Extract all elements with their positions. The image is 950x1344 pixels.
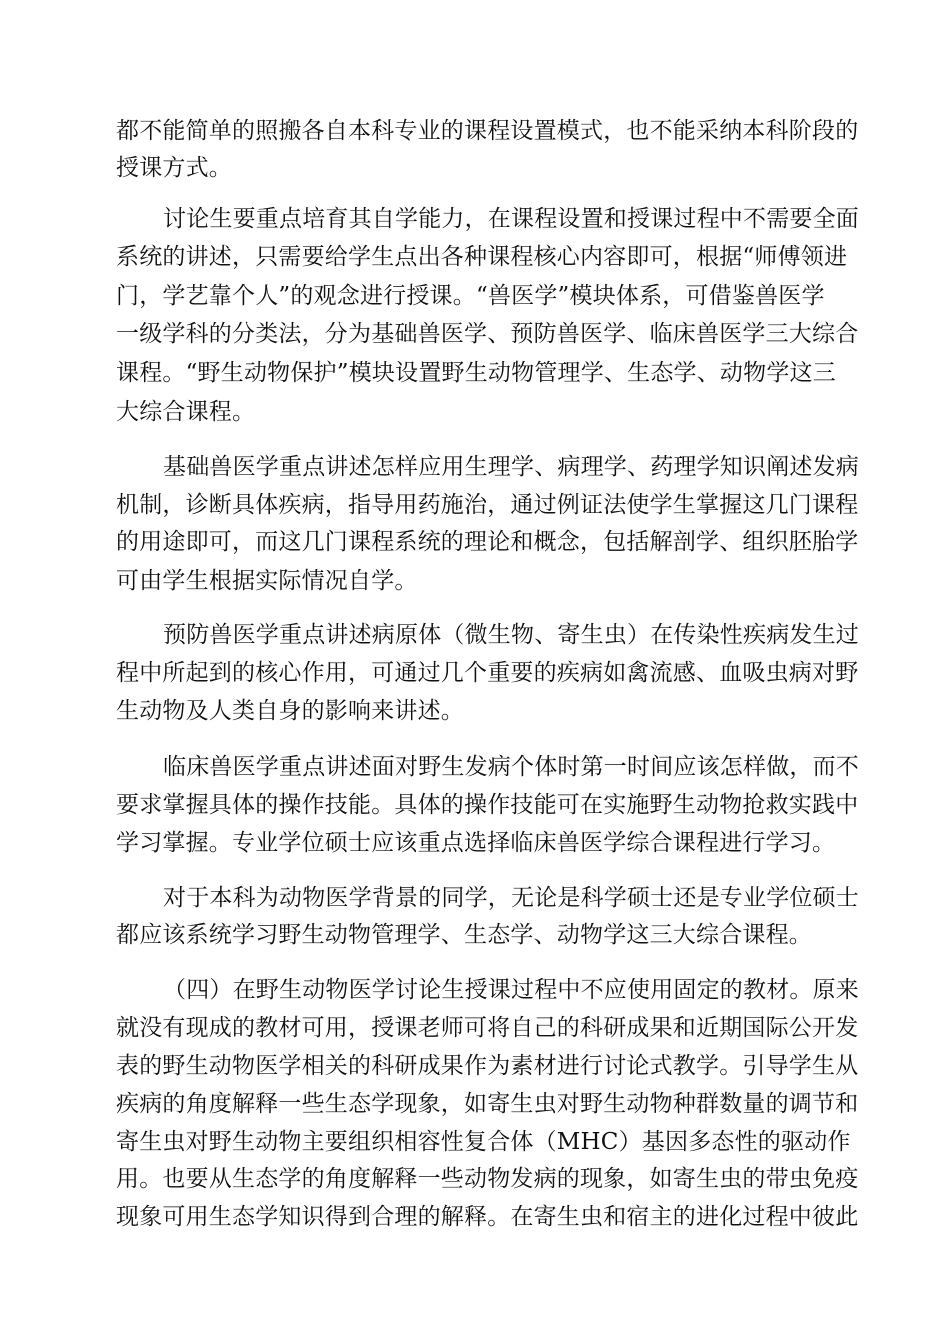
paragraph-line: （四）在野生动物医学讨论生授课过程中不应使用固定的教材。原来 — [163, 977, 859, 1003]
paragraph-line: 寄生虫对野生动物主要组织相容性复合体（MHC）基因多态性的驱动作 — [116, 1129, 851, 1155]
paragraph-line: 的用途即可，而这几门课程系统的理论和概念，包括解剖学、组织胚胎学 — [116, 529, 859, 555]
paragraph-line: 临床兽医学重点讲述面对野生发病个体时第一时间应该怎样做，而不 — [163, 754, 859, 780]
paragraph-line: 可由学生根据实际情况自学。 — [116, 568, 418, 594]
paragraph-line: 一级学科的分类法，分为基础兽医学、预防兽医学、临床兽医学三大综合 — [116, 321, 859, 347]
paragraph-line: 生动物及人类自身的影响来讲述。 — [116, 698, 464, 724]
paragraph-line: 系统的讲述，只需要给学生点出各种课程核心内容即可，根据“师傅领进 — [116, 244, 848, 270]
paragraph-line: 大综合课程。 — [116, 399, 256, 425]
paragraph-line: 要求掌握具体的操作技能。具体的操作技能可在实施野生动物抢救实践中 — [116, 792, 859, 818]
paragraph-line: 预防兽医学重点讲述病原体（微生物、寄生虫）在传染性疾病发生过 — [163, 622, 859, 648]
paragraph-line: 课程。“野生动物保护”模块设置野生动物管理学、生态学、动物学这三 — [116, 360, 836, 386]
paragraph-line: 就没有现成的教材可用，授课老师可将自己的科研成果和近期国际公开发 — [116, 1015, 859, 1041]
paragraph-line: 学习掌握。专业学位硕士应该重点选择临床兽医学综合课程进行学习。 — [116, 830, 836, 856]
paragraph-line: 基础兽医学重点讲述怎样应用生理学、病理学、药理学知识阐述发病 — [163, 454, 859, 480]
paragraph-line: 现象可用生态学知识得到合理的解释。在寄生虫和宿主的进化过程中彼此 — [116, 1204, 859, 1230]
paragraph-line: 都不能简单的照搬各自本科专业的课程设置模式，也不能采纳本科阶段的 — [116, 118, 859, 144]
paragraph-line: 讨论生要重点培育其自学能力，在课程设置和授课过程中不需要全面 — [163, 206, 859, 232]
paragraph-line: 疾病的角度解释一些生态学现象，如寄生虫对野生动物种群数量的调节和 — [116, 1091, 859, 1117]
paragraph-line: 门，学艺靠个人”的观念进行授课。“兽医学”模块体系，可借鉴兽医学 — [116, 283, 825, 309]
paragraph-line: 程中所起到的核心作用，可通过几个重要的疾病如禽流感、血吸虫病对野 — [116, 660, 859, 686]
paragraph-line: 对于本科为动物医学背景的同学，无论是科学硕士还是专业学位硕士 — [163, 885, 859, 911]
paragraph-line: 表的野生动物医学相关的科研成果作为素材进行讨论式教学。引导学生从 — [116, 1053, 859, 1079]
paragraph-line: 用。也要从生态学的角度解释一些动物发病的现象，如寄生虫的带虫免疫 — [116, 1166, 859, 1192]
paragraph-line: 都应该系统学习野生动物管理学、生态学、动物学这三大综合课程。 — [116, 922, 812, 948]
paragraph-line: 授课方式。 — [116, 155, 232, 181]
paragraph-line: 机制，诊断具体疾病，指导用药施治，通过例证法使学生掌握这几门课程 — [116, 492, 859, 518]
